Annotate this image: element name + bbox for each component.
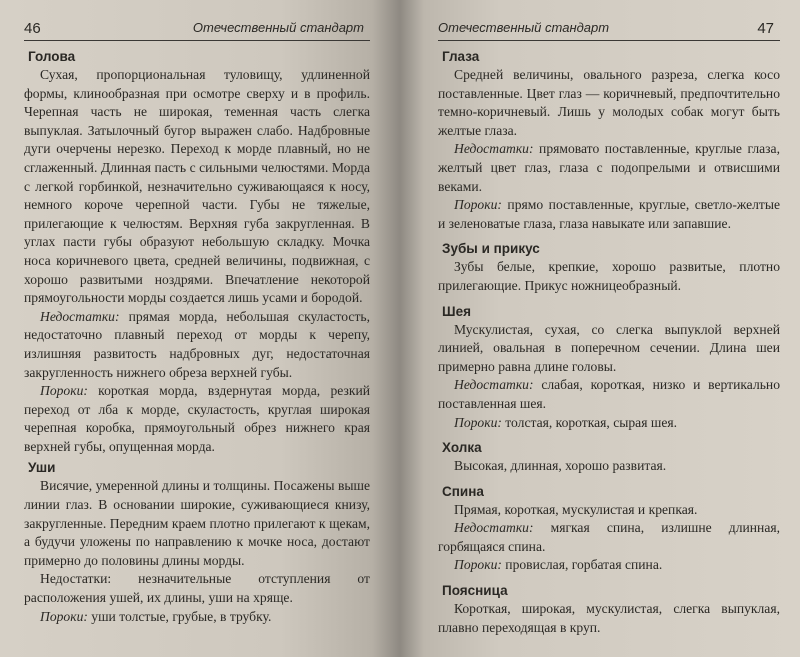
section-ushi (24, 460, 370, 626)
section-kholka (438, 440, 780, 476)
page-number: 47 (757, 20, 774, 37)
section-spina (438, 484, 780, 575)
section-glaza (438, 49, 780, 233)
page-number: 46 (24, 20, 41, 37)
paragraph: Зубы белые, крепкие, хорошо развитые, плотно прилегающие. Прикус ножницеобразный. (438, 259, 780, 293)
section-heading: Шея (442, 303, 471, 319)
paragraph: Короткая, широкая, мускулистая, слегка выпуклая, плавно переходящая в круп. (438, 601, 780, 635)
faults-label: Пороки: (40, 383, 88, 399)
running-header (438, 0, 780, 41)
section-poyasnitsa (438, 583, 780, 637)
paragraph-defects: Недостатки: прямовато поставленные, круглые глаза, желтый цвет глаз, глаза с подопрелыми и отвисшими веками. (438, 141, 780, 194)
section-heading: Глаза (442, 49, 480, 64)
defects-label: Недостатки: (454, 377, 534, 393)
paragraph: Средней величины, овального разреза, слегка косо поставленные. Цвет глаз — коричневый, предпочтительно темно-коричневый. Лишь у молодых собак могут быть желтые глаза. (438, 67, 780, 138)
running-header (24, 0, 370, 41)
defects-label: Недостатки: (454, 141, 534, 157)
paragraph: Высокая, длинная, хорошо развитая. (454, 458, 667, 474)
running-title: Отечественный стандарт (438, 20, 610, 35)
defects-label: Недостатки: (454, 520, 534, 536)
paragraph-faults: Пороки: прямо поставленные, круглые, светло-желтые и зеленоватые глаза, глаза навыкате или запавшие. (438, 197, 780, 231)
section-golova (24, 49, 370, 456)
section-heading: Уши (28, 460, 56, 476)
section-zuby (438, 241, 780, 295)
paragraph-defects: Недостатки: незначительные отступления от расположения ушей, их длины, уши на хряще. (24, 571, 370, 606)
section-heading: Холка (442, 440, 482, 456)
section-heading: Поясница (442, 583, 508, 599)
paragraph: Висячие, умеренной длины и толщины. Посажены выше линии глаз. В основании широкие, суживающиеся книзу, закругленные. Передним краем плотно прилегают к щекам, а будучи уложены по направлению к мочке носа, достают примерно до половины длины морды. (24, 478, 370, 568)
paragraph-defects: Недостатки: слабая, короткая, низко и вертикально поставленная шея. (438, 377, 780, 411)
section-sheya (438, 304, 780, 433)
defects-label: Недостатки: (40, 308, 120, 324)
paragraph-faults: Пороки: толстая, короткая, сырая шея. (454, 414, 678, 430)
running-title: Отечественный стандарт (192, 20, 364, 35)
paragraph-defects: Недостатки: мягкая спина, излишне длинная, горбящаяся спина. (438, 520, 780, 554)
section-heading: Голова (28, 49, 76, 64)
faults-label: Пороки: (454, 197, 502, 213)
paragraph: Мускулистая, сухая, со слегка выпуклой верхней линией, овальная в поперечном сечении. Длина шеи примерно равна длине головы. (438, 321, 780, 374)
section-heading: Спина (442, 483, 484, 499)
section-heading: Зубы и прикус (442, 241, 540, 257)
right-page (400, 0, 800, 657)
faults-label: Пороки: (454, 557, 502, 573)
faults-label: Пороки: (454, 414, 502, 430)
paragraph-faults: Пороки: короткая морда, вздернутая морда, резкий переход от лба к морде, скуластость, круглая широкая черепная коробка, прямоугольный обрез нижнего края верхней губы, опущенная морда. (24, 383, 370, 454)
paragraph-defects: Недостатки: прямая морда, небольшая скуластость, недостаточно плавный переход от морды к черепу, излишняя развитость надбровных дуг, недостаточная закругленность нижнего обреза верхней губы. (24, 308, 370, 380)
faults-label: Пороки: (40, 608, 88, 624)
paragraph: Прямая, короткая, мускулистая и крепкая. (454, 501, 698, 517)
paragraph-faults: Пороки: провислая, горбатая спина. (454, 557, 663, 573)
paragraph-faults: Пороки: уши толстые, грубые, в трубку. (40, 608, 272, 624)
paragraph: Сухая, пропорциональная туловищу, удлиненной формы, клинообразная при осмотре сверху и в профиль. Черепная часть не широкая, теменная часть слегка выпуклая. Затылочный бугор выражен слабо. Надбровные дуги очерчены нерезко. Переход к морде плавный, но не сглаженный. Длинная пасть с сильными челюстями. Морда с легкой горбинкой, незначительно суживающаяся к носу, немного короче черепной части. Губы не тяжелые, прилегающие к челюстям. Верхняя губа закругленная. В углах пасти губы образуют небольшую складку. Мочка носа коричневого цвета, средней величины, подвижная, с хорошо развитыми ноздрями. Впечатление некоторой прямоугольности морды создается лишь усами и бородой. (24, 67, 370, 306)
